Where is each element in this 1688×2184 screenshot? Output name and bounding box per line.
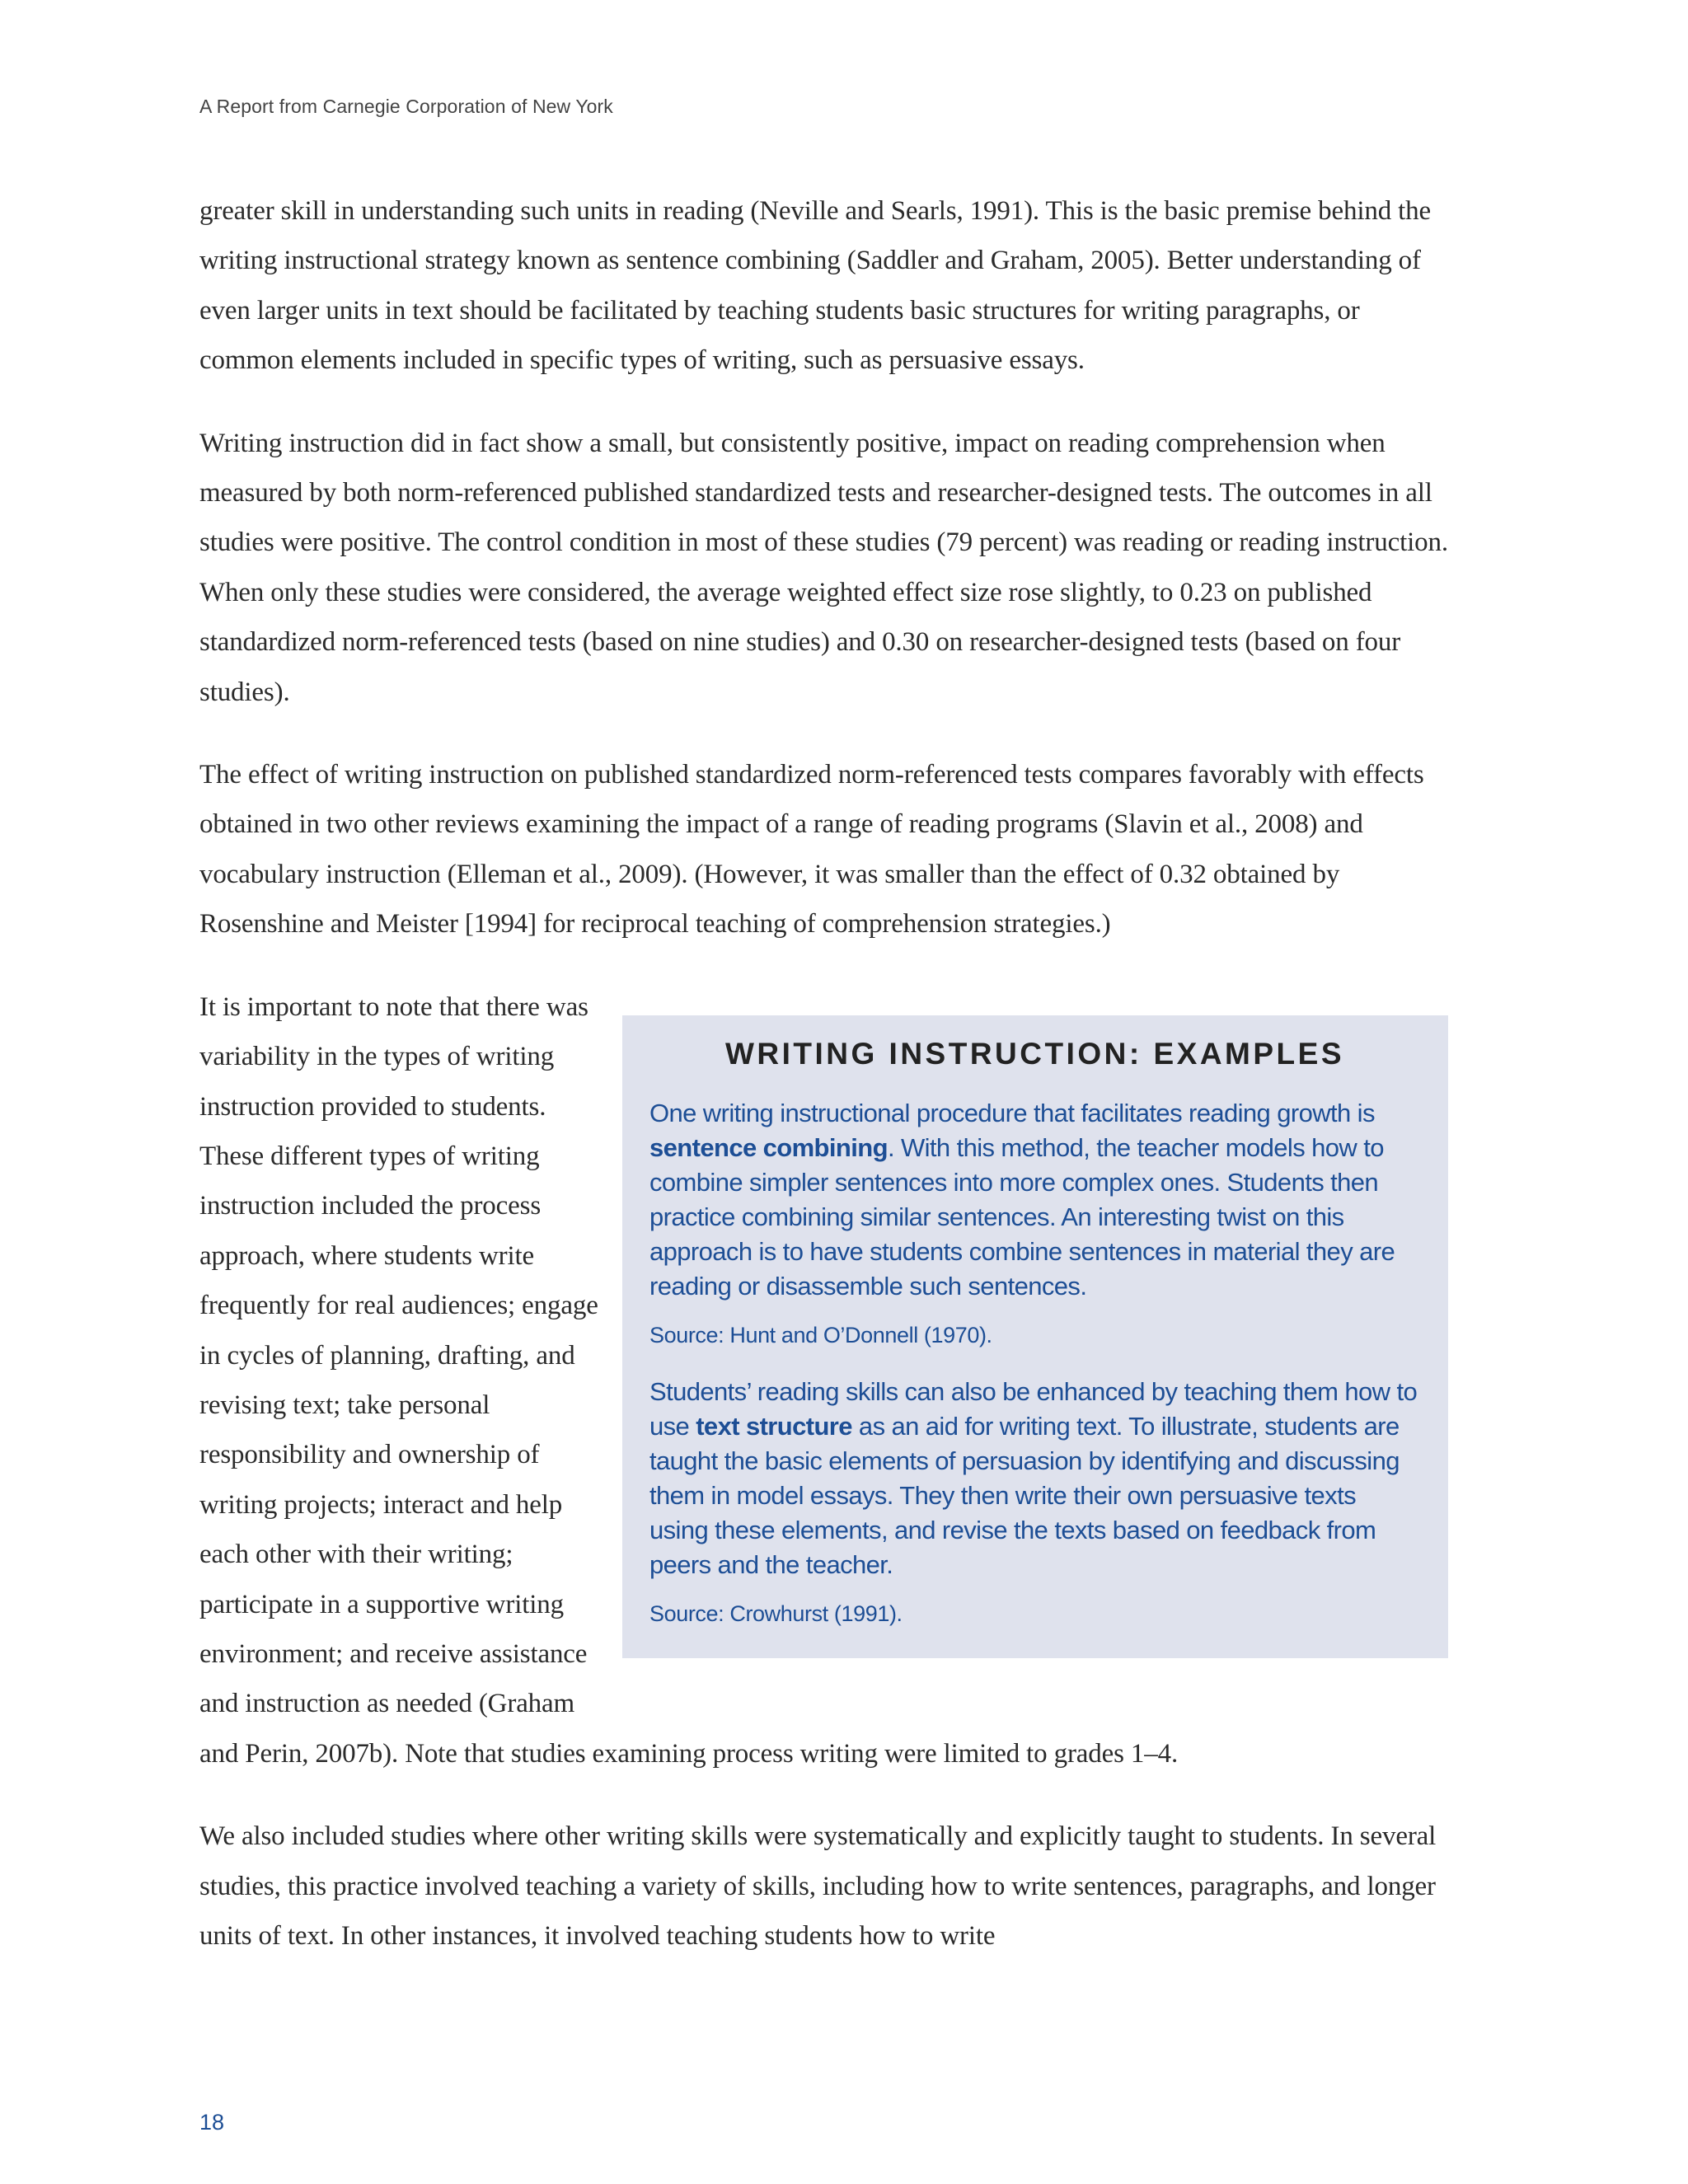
sidebar-example-1-term: sentence combining [649, 1132, 888, 1162]
body-paragraph: The effect of writing instruction on published standardized norm-referenced tests compares favorably with effects obtained in two other reviews examining the impact of a range of reading programs (Slavin et al., 2008) and vocabulary instruction (Elleman et al., 2009). (However, it was smaller than the effect of 0.32 obtained by Rosenshine and Meister [1994] for reciprocal teaching of comprehension strategies.) [199, 760, 1424, 940]
body-paragraph-text: It is important to note that there was variability in the types of writing instruction provided to students. These different types of writing instruction included the process approach, where students write frequently for real audiences; engage in cycles of planning, drafting, and revising text; take personal responsibility and ownership of writing projects; interact and help each other with their writing; participate in a supportive writing environment; and receive assistance and instruction as needed (Graham and Perin, 2007b). Note that studies examining process writing were limited to grades 1–4. [199, 991, 1179, 1769]
page-number: 18 [199, 2110, 225, 2135]
sidebar-example-2-term: text structure [696, 1411, 852, 1441]
sidebar-example-1 [649, 1096, 1420, 1304]
body-paragraph: greater skill in understanding such units in reading (Neville and Searls, 1991). This is the basic premise behind the writing instructional strategy known as sentence combining (Saddler and Graham, 2005). Better understanding of even larger units in text should be facilitated by teaching students basic structures for writing paragraphs, or common elements included in specific types of writing, such as persuasive essays. [199, 196, 1432, 376]
sidebar-example-2-text: Students’ reading skills can also be enhanced by teaching them how to use [649, 1376, 1418, 1441]
sidebar-source-1: Source: Hunt and O’Donnell (1970). [649, 1322, 992, 1347]
sidebar-example-1-text: One writing instructional procedure that facilitates reading growth is [649, 1098, 1375, 1127]
sidebar-example-2 [649, 1375, 1420, 1582]
sidebar-title: WRITING INSTRUCTION: EXAMPLES [724, 1036, 1345, 1071]
sidebar-source-2: Source: Crowhurst (1991). [649, 1601, 903, 1626]
body-text [199, 186, 1448, 1994]
body-paragraph: We also included studies where other writing skills were systematically and explicitly taught to students. In several studies, this practice involved teaching a variety of skills, including how to write sentences, paragraphs, and longer units of text. In other instances, it involved teaching students how to write [199, 1821, 1437, 1951]
writing-instruction-sidebar [622, 1015, 1448, 1658]
body-paragraph: Writing instruction did in fact show a small, but consistently positive, impact on reading comprehension when measured by both norm-referenced published standardized tests and researcher-designed tests. The outcomes in all studies were positive. The control condition in most of these studies (79 percent) was reading or reading instruction. When only these studies were considered, the average weighted effect size rose slightly, to 0.23 on published standardized norm-referenced tests (based on nine studies) and 0.30 on researcher-designed tests (based on four studies). [199, 428, 1448, 707]
sidebar-example-2-text-cont: as an aid for writing text. To illustrate, students are taught the basic elements of persuasion by identifying and discussing them in model essays. They then write their own persuasive texts using these elements, and revise the texts based on feedback from peers and the teacher. [649, 1411, 1400, 1579]
sidebar-example-1-text-cont: . With this method, the teacher models how to combine simpler sentences into more complex ones. Students then practice combining similar sentences. An interesting twist on this approach is to have students combine sentences in material they are reading or disassemble such sentences. [649, 1132, 1395, 1301]
running-head: A Report from Carnegie Corporation of New York [199, 96, 613, 117]
